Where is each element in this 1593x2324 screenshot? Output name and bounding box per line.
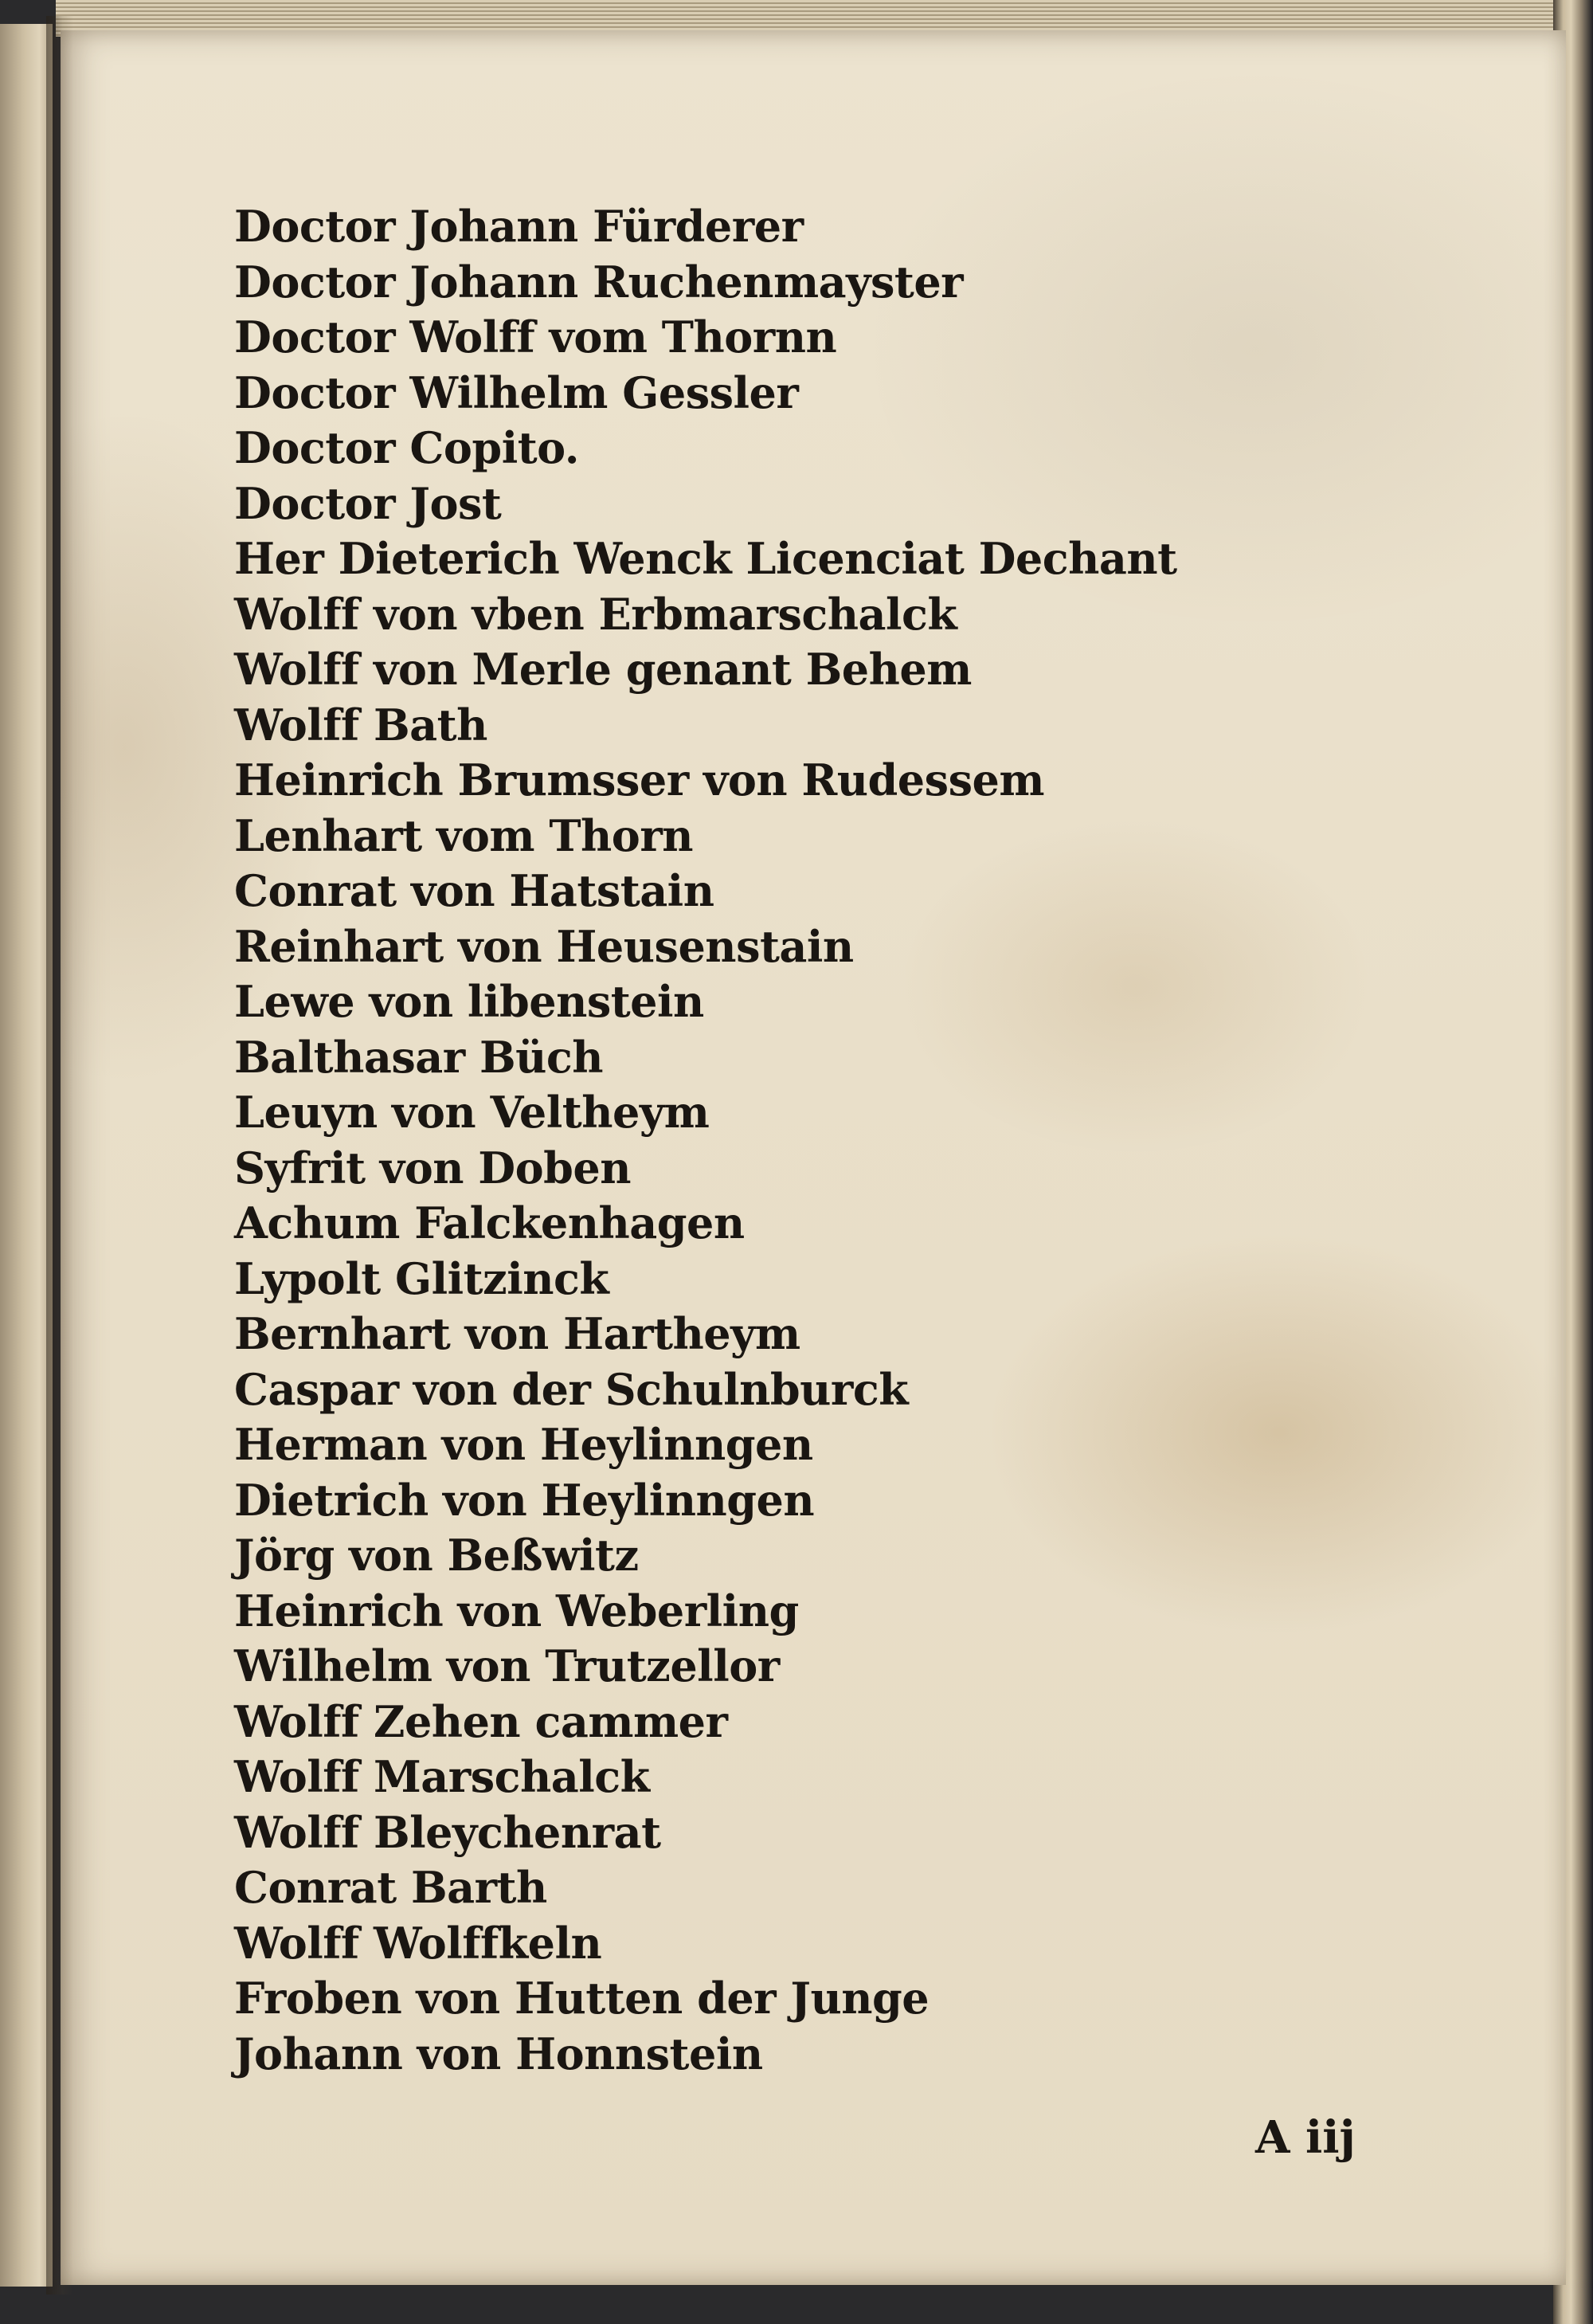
- name-line: Wolff Bath: [234, 699, 487, 750]
- name-line: Doctor Johann Ruchenmayster: [234, 256, 964, 308]
- name-line: Jörg von Beßwitz: [234, 1530, 639, 1581]
- name-line: Wilhelm von Trutzellor: [234, 1640, 780, 1691]
- name-line: Doctor Johann Fürderer: [234, 201, 804, 252]
- name-line: Caspar von der Schulnburck: [234, 1363, 909, 1415]
- name-line: Doctor Wolff vom Thornn: [234, 312, 837, 363]
- name-line: Wolff von Merle genant Behem: [234, 644, 972, 695]
- name-line: Lenhart vom Thorn: [234, 809, 694, 861]
- name-line: Wolff Bleychenrat: [234, 1806, 661, 1858]
- left-page-edge: [0, 24, 53, 2287]
- name-line: Heinrich Brumsser von Rudessem: [234, 754, 1044, 805]
- name-line: Wolff Marschalck: [234, 1751, 650, 1802]
- signature-mark: A iij: [1255, 2111, 1356, 2164]
- name-line: Doctor Copito.: [234, 422, 580, 473]
- name-line: Froben von Hutten der Junge: [234, 1973, 930, 2024]
- name-line: Wolff Wolffkeln: [234, 1917, 602, 1969]
- name-line: Dietrich von Heylinngen: [234, 1474, 815, 1526]
- name-line: Reinhart von Heusenstain: [234, 920, 854, 972]
- name-line: Leuyn von Veltheym: [234, 1087, 710, 1138]
- name-line: Lewe von libenstein: [234, 976, 704, 1027]
- name-line: Conrat Barth: [234, 1862, 547, 1913]
- name-line: Heinrich von Weberling: [234, 1585, 799, 1636]
- name-line: Herman von Heylinngen: [234, 1419, 813, 1470]
- name-line: Johann von Honnstein: [234, 2028, 763, 2079]
- name-line: Achum Falckenhagen: [234, 1197, 745, 1248]
- book-page: [61, 30, 1566, 2285]
- name-line: Doctor Jost: [234, 477, 502, 529]
- name-line: Bernhart von Hartheym: [234, 1308, 800, 1359]
- name-line: Conrat von Hatstain: [234, 865, 714, 916]
- name-line: Wolff von vben Erbmarschalck: [234, 588, 957, 640]
- name-line: Balthasar Büch: [234, 1031, 604, 1083]
- name-line: Lypolt Glitzinck: [234, 1252, 609, 1304]
- name-line: Syfrit von Doben: [234, 1142, 631, 1193]
- name-line: Her Dieterich Wenck Licenciat Dechant: [234, 533, 1177, 584]
- name-line: Wolff Zehen cammer: [234, 1695, 728, 1747]
- names-list: [234, 199, 1177, 2082]
- name-line: Doctor Wilhelm Gessler: [234, 366, 799, 418]
- gutter-shadow: [46, 16, 73, 2295]
